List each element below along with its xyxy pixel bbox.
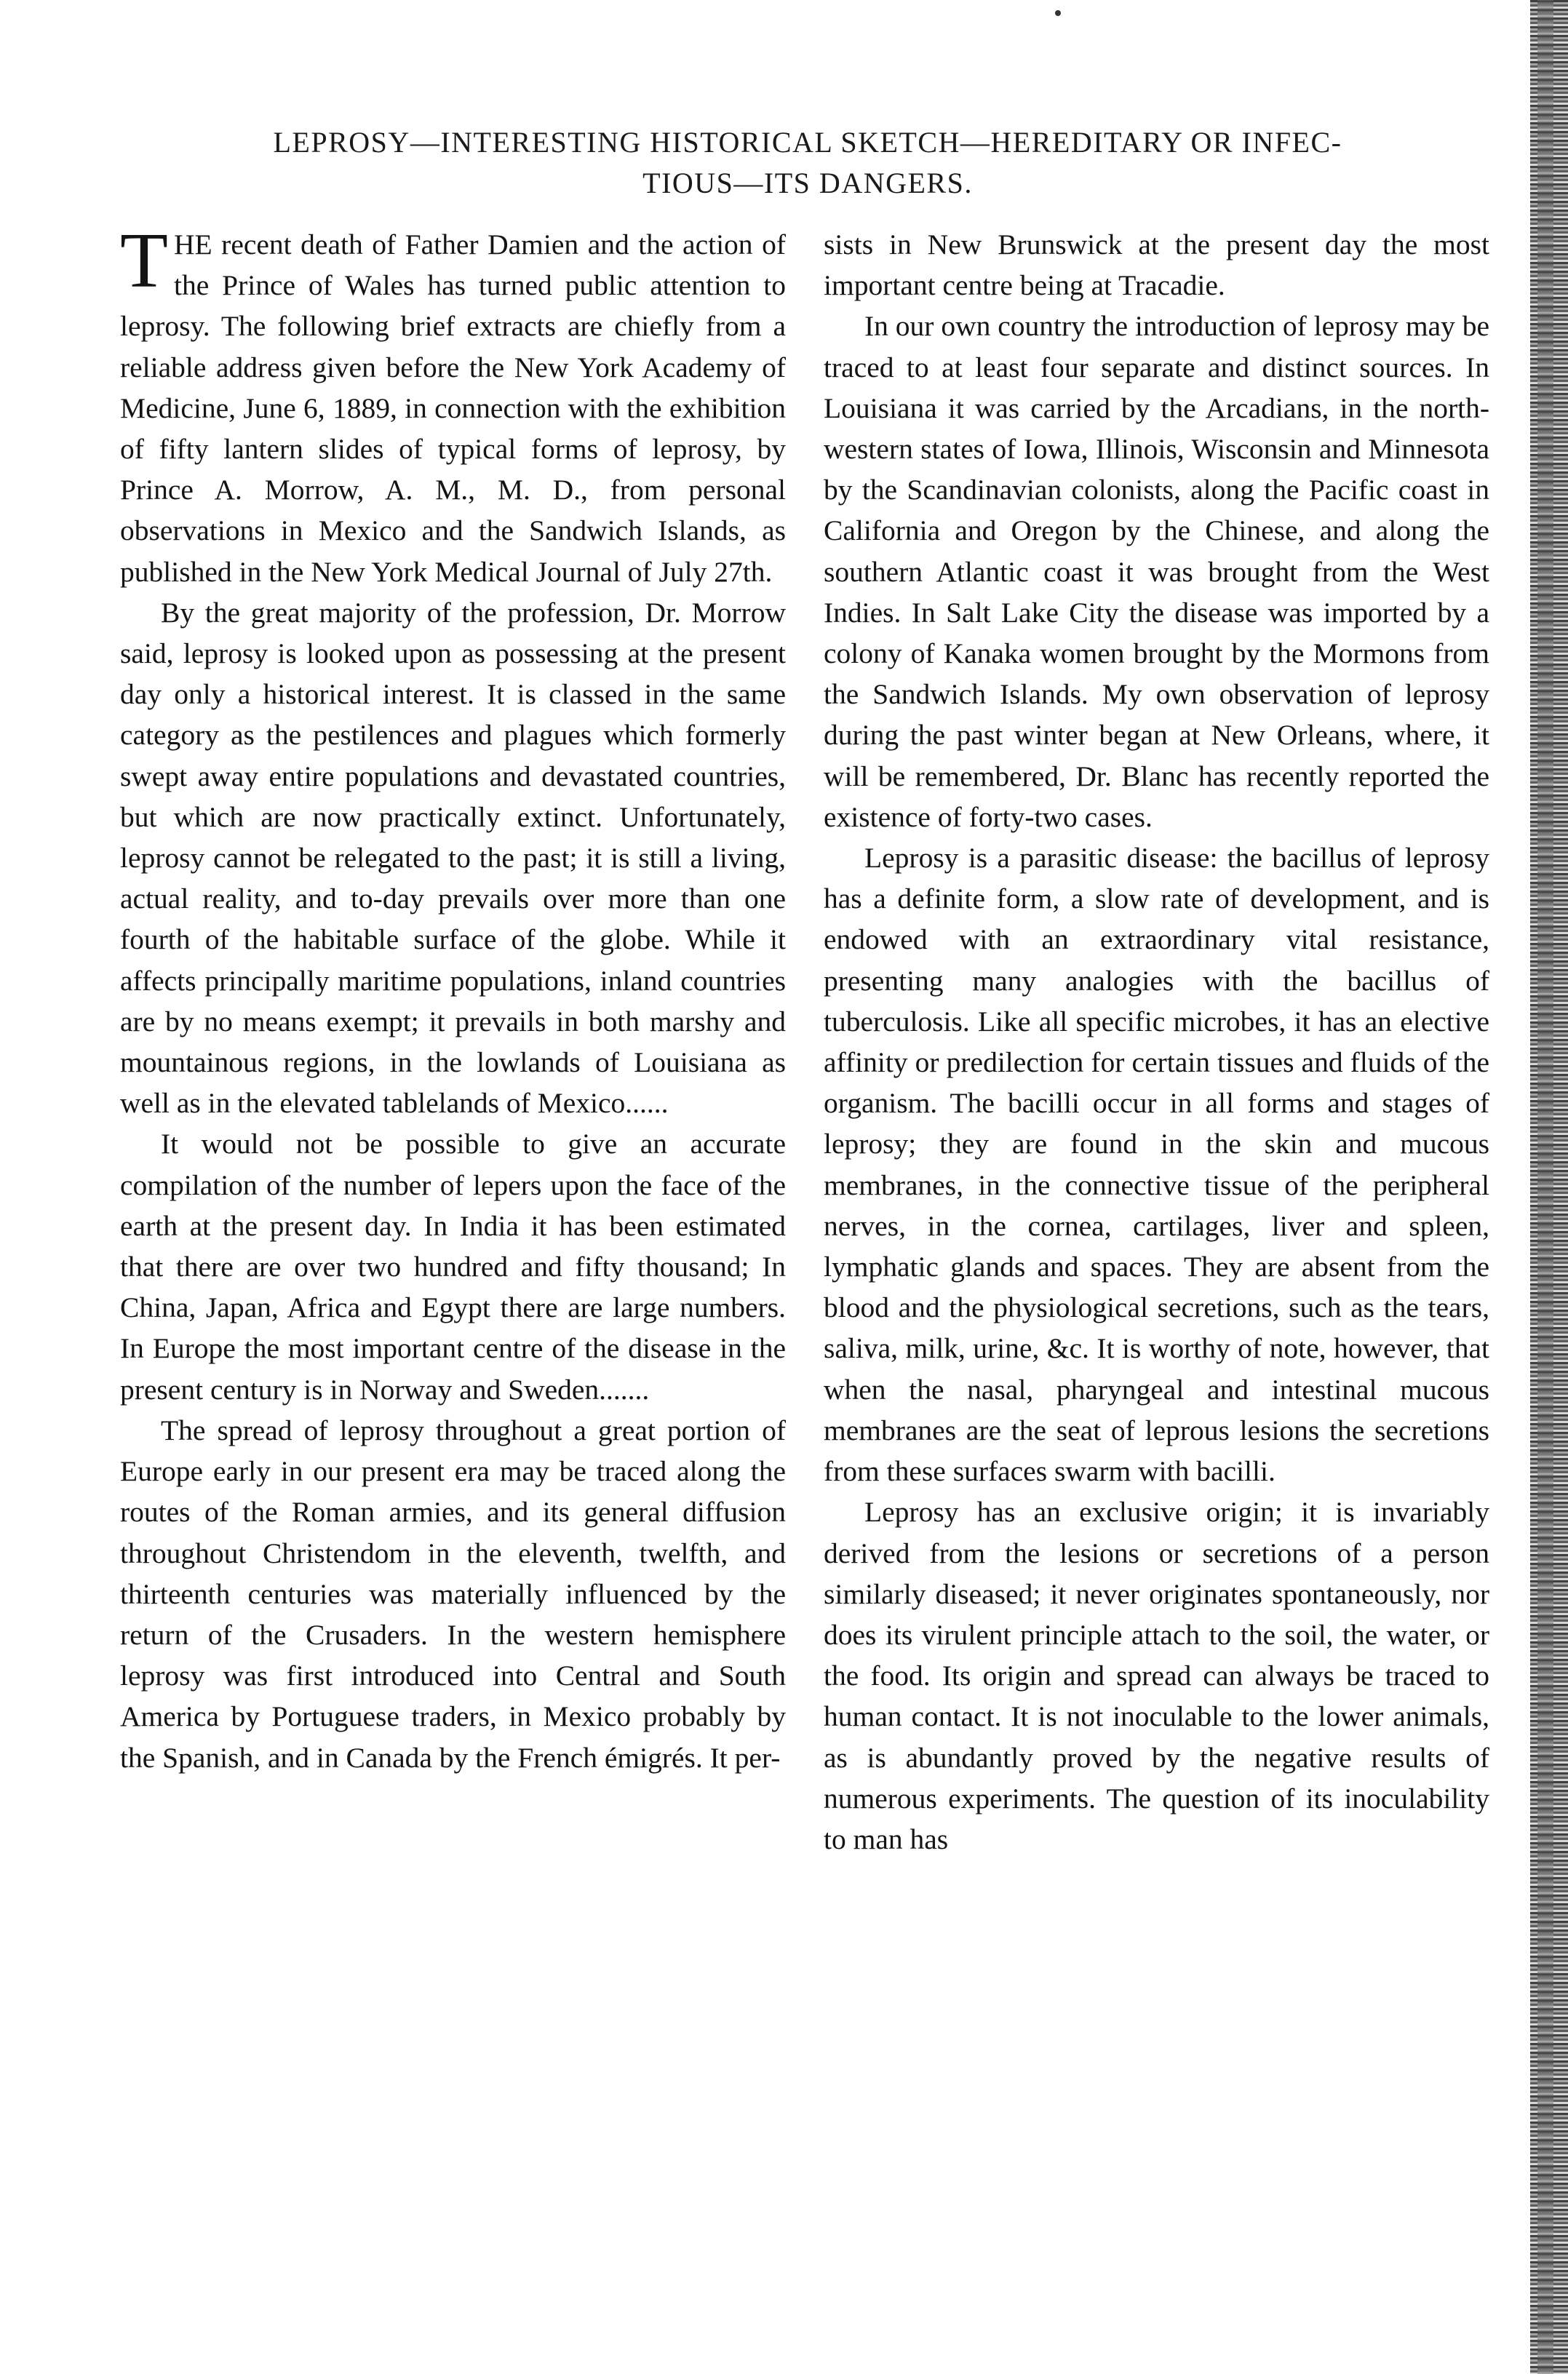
right-column <box>824 224 1489 1860</box>
paragraph: Leprosy has an exclusive origin; it is invariably derived from the lesions or secretions of a person similarly diseased; it never originates spontaneously, nor does its virulent principle attach to the soil, the water, or the food. Its origin and spread can always be traced to human contact. It is not inoculable to the lower animals, as is abundantly proved by the negative results of numerous experiments. The question of its inoculability to man has <box>824 1496 1489 1855</box>
article-title-line-2: TIOUS—ITS DANGERS. <box>642 167 973 199</box>
paragraph <box>120 218 786 592</box>
paragraph: Leprosy is a parasitic disease: the bacillus of leprosy has a definite form, a slow rate of development, and is endowed with an extraordinary vital resistance, presenting many analogies with the bacillus of tuberculosis. Like all specific microbes, it has an elective affinity or predilection for certain tissues and fluids of the organism. The bacilli occur in all forms and stages of leprosy; they are found in the skin and mucous membranes, in the connective tissue of the peripheral nerves, in the cornea, cartilages, liver and spleen, lymphatic glands and spaces. They are absent from the blood and the physiological secretions, such as the tears, saliva, milk, urine, &c. It is worthy of note, however, that when the nasal, pharyngeal and intestinal mucous membranes are the seat of leprous lesions the secretions from these surfaces swarm with bacilli. <box>824 842 1489 1488</box>
ink-speck <box>1055 10 1061 16</box>
left-column <box>120 218 786 1778</box>
article-heading <box>109 122 1506 204</box>
paragraph: By the great majority of the profession, Dr. Morrow said, leprosy is looked upon as possessing at the present day only a historical interest. It is classed in the same category as the pestilences and plagues which formerly swept away entire populations and devastated countries, but which are now practically extinct. Unfortunately, leprosy cannot be relegated to the past; it is still a living, actual reality, and to-day prevails over more than one fourth of the habitable surface of the globe. While it affects principally maritime populations, inland countries are by no means exempt; it prevails in both marshy and mountainous regions, in the lowlands of Louisiana as well as in the elevated tablelands of Mexico...... <box>120 596 786 1120</box>
paragraph: The spread of leprosy throughout a great portion of Europe early in our present era may be traced along the routes of the Roman armies, and its general diffusion throughout Christendom in the eleventh, twelfth, and thirteenth centuries was materially influenced by the return of the Crusaders. In the western hemisphere leprosy was first introduced into Central and South America by Portuguese traders, in Mexico probably by the Spanish, and in Canada by the French émigrés. It per- <box>120 1414 786 1774</box>
paragraph: It would not be possible to give an accurate compilation of the number of lepers upon the face of the earth at the present day. In India it has been estimated that there are over two hundred and fifty thousand; In China, Japan, Africa and Egypt there are large numbers. In Europe the most important centre of the disease in the present century is in Norway and Sweden....... <box>120 1128 786 1406</box>
article-title-line-1: LEPROSY—INTERESTING HISTORICAL SKETCH—HEREDITARY OR INFEC- <box>273 126 1342 159</box>
paragraph-text: HE recent death of Father Damien and the action of the Prince of Wales has turned public attention to leprosy. The following brief extracts are chiefly from a reliable address given before the New York Academy of Medicine, June 6, 1889, in connection with the exhibition of fifty lantern slides of typical forms of leprosy, by Prince A. Morrow, A. M., M. D., from personal observations in Mexico and the Sandwich Islands, as published in the New York Medical Journal of July 27th. <box>120 228 786 588</box>
paragraph: sists in New Brunswick at the present day the most important centre being at Tracadie. <box>824 228 1489 302</box>
drop-cap: T <box>120 218 168 304</box>
page-edge-binding <box>1530 0 1568 2374</box>
paragraph: In our own country the introduction of leprosy may be traced to at least four separate and distinct sources. In Louisiana it was carried by the Arcadians, in the north-western states of Iowa, Illinois, Wisconsin and Minnesota by the Scandinavian colonists, along the Pacific coast in California and Oregon by the Chinese, and along the southern Atlantic coast it was brought from the West Indies. In Salt Lake City the disease was imported by a colony of Kanaka women brought by the Mormons from the Sandwich Islands. My own observation of leprosy during the past winter began at New Orleans, where, it will be remembered, Dr. Blanc has recently reported the existence of forty-two cases. <box>824 310 1489 833</box>
